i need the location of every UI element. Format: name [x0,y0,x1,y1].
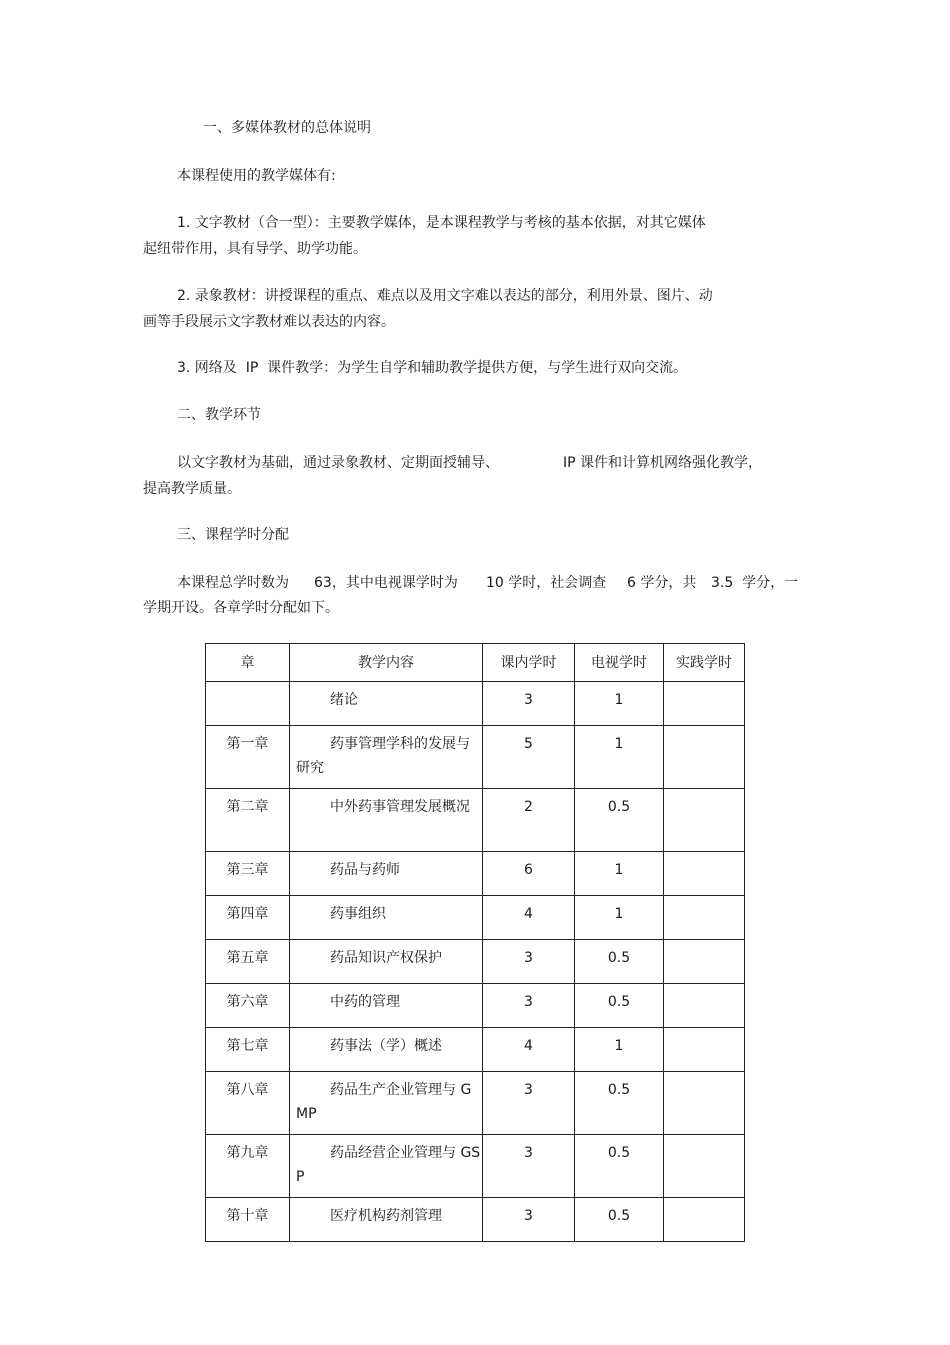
practice-hours-cell [664,682,745,726]
chapter-cell: 第八章 [206,1072,290,1135]
content-cell: 中药的管理 [290,984,483,1028]
table-row [206,789,745,852]
practice-hours-cell [664,1198,745,1242]
content-cell: 药品生产企业管理与 GMP [290,1072,483,1135]
chapter-cell: 第二章 [206,789,290,852]
table-header-row [206,644,745,682]
chapter-cell: 第六章 [206,984,290,1028]
chapter-cell [206,682,290,726]
section-3-para-line-2: 学期开设。各章学时分配如下。 [143,600,339,616]
content-cell: 药事法（学）概述 [290,1028,483,1072]
content-cell: 药品与药师 [290,852,483,896]
hours-allocation-table [205,643,745,1242]
section-3-para-b: 63，其中电视课学时为 [314,575,458,591]
chapter-cell: 第三章 [206,852,290,896]
practice-hours-cell [664,940,745,984]
practice-hours-cell [664,896,745,940]
item-2-line-2: 画等手段展示文字教材难以表达的内容。 [143,314,395,330]
header-tv-hours: 电视学时 [575,644,664,682]
class-hours-cell: 4 [483,896,575,940]
class-hours-cell: 6 [483,852,575,896]
content-cell: 药品知识产权保护 [290,940,483,984]
header-chapter: 章 [206,644,290,682]
section-2-para-line-1a: 以文字教材为基础，通过录象教材、定期面授辅导、 [177,455,499,471]
practice-hours-cell [664,852,745,896]
tv-hours-cell: 0.5 [575,1072,664,1135]
chapter-cell: 第十章 [206,1198,290,1242]
tv-hours-cell: 0.5 [575,789,664,852]
tv-hours-cell: 0.5 [575,1135,664,1198]
section-2-heading: 二、教学环节 [177,407,261,423]
chapter-cell: 第九章 [206,1135,290,1198]
item-3: 3. 网络及 IP 课件教学：为学生自学和辅助教学提供方便，与学生进行双向交流。 [177,360,688,376]
header-practice-hours: 实践学时 [664,644,745,682]
practice-hours-cell [664,1028,745,1072]
section-2-para-line-2: 提高教学质量。 [143,481,241,497]
table-row [206,1198,745,1242]
tv-hours-cell: 0.5 [575,1198,664,1242]
tv-hours-cell: 1 [575,896,664,940]
chapter-cell: 第一章 [206,726,290,789]
tv-hours-cell: 0.5 [575,940,664,984]
practice-hours-cell [664,1072,745,1135]
class-hours-cell: 5 [483,726,575,789]
class-hours-cell: 2 [483,789,575,852]
section-3-heading: 三、课程学时分配 [177,527,289,543]
class-hours-cell: 3 [483,940,575,984]
table-row [206,984,745,1028]
chapter-cell: 第五章 [206,940,290,984]
table-row [206,1072,745,1135]
class-hours-cell: 3 [483,1198,575,1242]
content-cell: 药品经营企业管理与 GSP [290,1135,483,1198]
practice-hours-cell [664,726,745,789]
section-1-heading: 一、多媒体教材的总体说明 [203,120,371,136]
table-row [206,852,745,896]
section-3-para-e: 3.5 学分，一 [711,575,799,591]
table-row [206,1135,745,1198]
content-cell: 医疗机构药剂管理 [290,1198,483,1242]
tv-hours-cell: 1 [575,726,664,789]
class-hours-cell: 3 [483,984,575,1028]
content-cell: 绪论 [290,682,483,726]
table-row [206,940,745,984]
section-3-para-c: 10 学时，社会调查 [486,575,607,591]
content-cell: 中外药事管理发展概况 [290,789,483,852]
practice-hours-cell [664,984,745,1028]
content-cell: 药事管理学科的发展与研究 [290,726,483,789]
class-hours-cell: 4 [483,1028,575,1072]
tv-hours-cell: 0.5 [575,984,664,1028]
section-3-para-a: 本课程总学时数为 [177,575,289,591]
header-content: 教学内容 [290,644,483,682]
table-row [206,1028,745,1072]
tv-hours-cell: 1 [575,682,664,726]
section-3-para-d: 6 学分，共 [627,575,697,591]
practice-hours-cell [664,789,745,852]
chapter-cell: 第四章 [206,896,290,940]
section-2-para-line-1b: IP 课件和计算机网络强化教学， [563,455,763,471]
item-2-line-1: 2. 录象教材：讲授课程的重点、难点以及用文字难以表达的部分，利用外景、图片、动 [177,288,713,304]
class-hours-cell: 3 [483,682,575,726]
section-1-intro: 本课程使用的教学媒体有: [177,168,336,184]
chapter-cell: 第七章 [206,1028,290,1072]
item-1-line-2: 起纽带作用，具有导学、助学功能。 [143,241,367,257]
table-row [206,726,745,789]
class-hours-cell: 3 [483,1072,575,1135]
item-1-line-1: 1. 文字教材（合一型）：主要教学媒体，是本课程教学与考核的基本依据，对其它媒体 [177,215,706,231]
tv-hours-cell: 1 [575,1028,664,1072]
class-hours-cell: 3 [483,1135,575,1198]
content-cell: 药事组织 [290,896,483,940]
table-row [206,896,745,940]
table-row [206,682,745,726]
tv-hours-cell: 1 [575,852,664,896]
header-class-hours: 课内学时 [483,644,575,682]
practice-hours-cell [664,1135,745,1198]
